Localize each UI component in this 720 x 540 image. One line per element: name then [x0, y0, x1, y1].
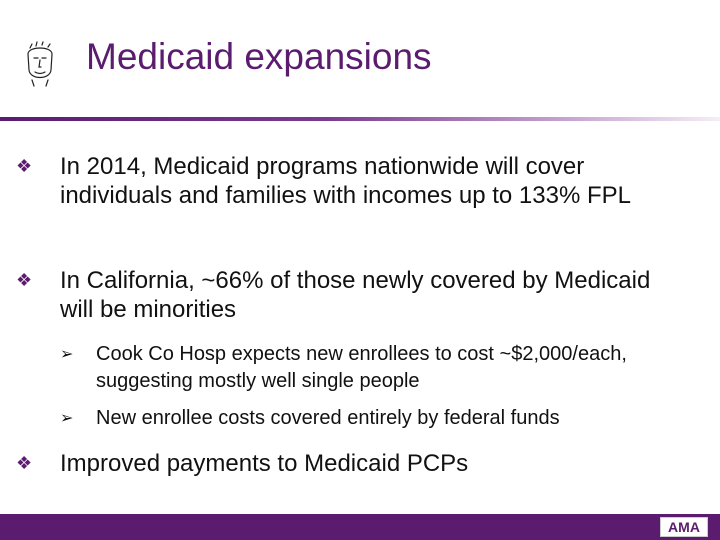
bullet-item: [16, 449, 688, 478]
bullet-item: [16, 152, 688, 210]
arrow-bullet-icon: ➢: [60, 346, 74, 363]
sub-bullet-item: [60, 405, 678, 432]
footer-bar: [0, 514, 720, 540]
diamond-bullet-icon: ❖: [16, 453, 33, 473]
bullet-item: [16, 266, 688, 324]
sub-bullet-item: [60, 341, 678, 394]
bullet-text: In California, ~66% of those newly covered by Medicaid will be minorities: [60, 267, 651, 323]
title-divider: [0, 117, 720, 121]
arrow-bullet-icon: ➢: [60, 410, 74, 427]
ama-logo: AMA: [660, 517, 708, 537]
sub-bullet-text: Cook Co Hosp expects new enrollees to cost ~$2,000/each, suggesting mostly well single people: [96, 343, 627, 392]
diamond-bullet-icon: ❖: [16, 156, 33, 176]
face-sketch-logo: [20, 40, 60, 90]
diamond-bullet-icon: ❖: [16, 270, 33, 290]
sub-bullet-text: New enrollee costs covered entirely by federal funds: [96, 407, 560, 429]
bullet-text: Improved payments to Medicaid PCPs: [60, 450, 469, 477]
slide-title: Medicaid expansions: [86, 36, 432, 77]
bullet-text: In 2014, Medicaid programs nationwide will cover individuals and families with incomes up to 133% FPL: [60, 153, 631, 209]
